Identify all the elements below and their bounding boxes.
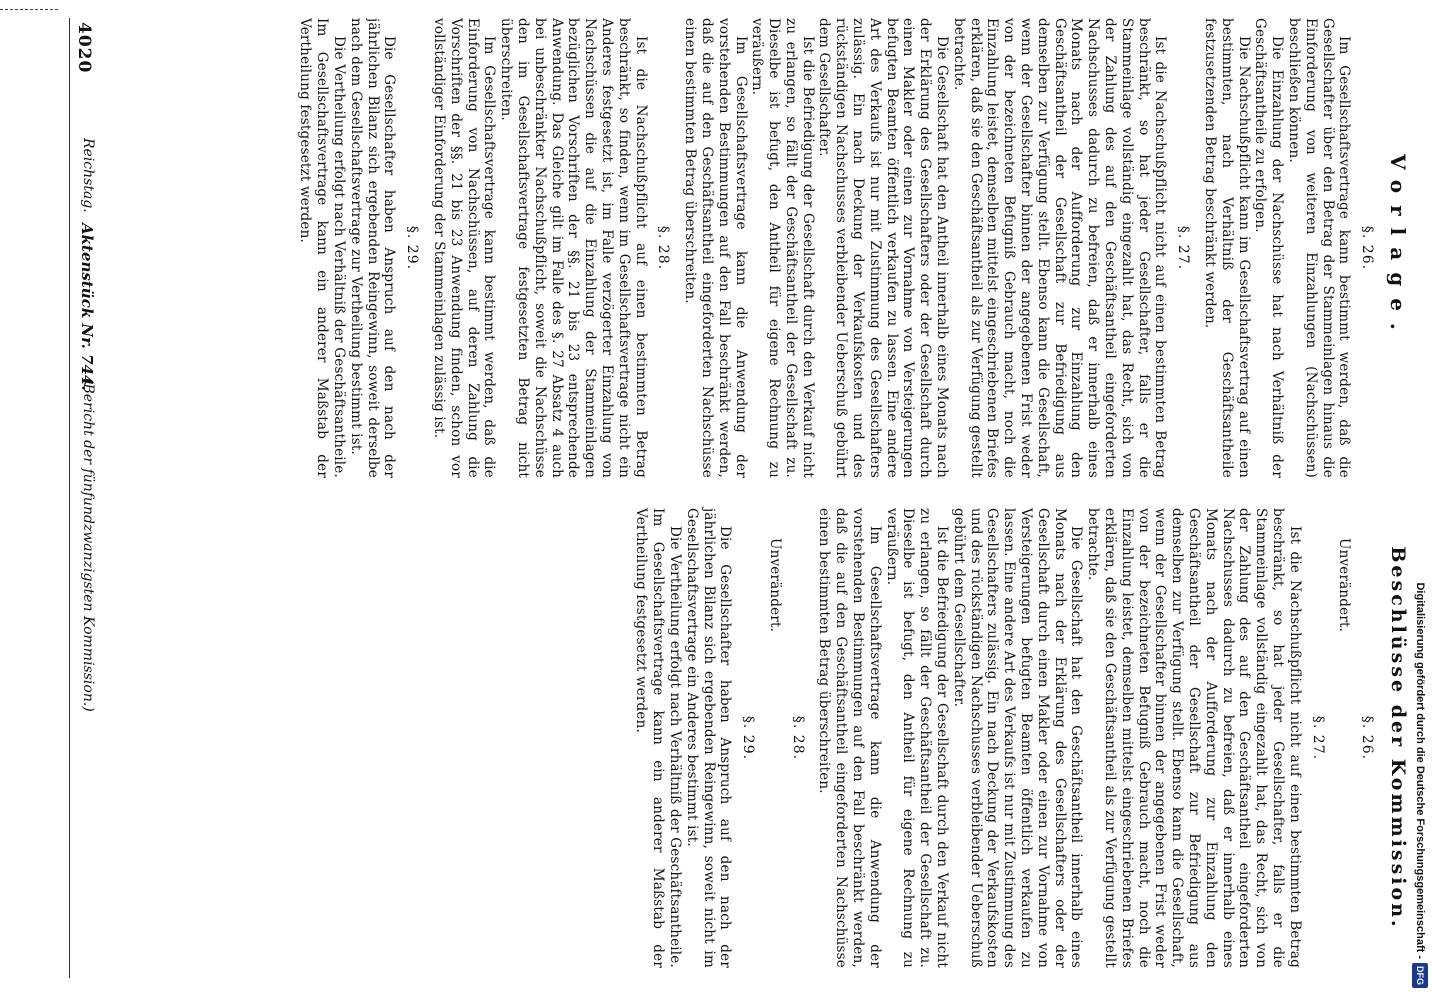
header-aktenstueck: Aktenstück Nr. 744. xyxy=(78,223,96,391)
section-heading-28: §. 28. xyxy=(789,715,806,761)
page-number: 4020 xyxy=(74,22,94,74)
paragraph: Im Gesellschaftsvertrage kann bestimmt werden, daß die Gesellschafter über den Betrag der Stammeinlagen hinaus die Einforderung von weiteren Einzahlungen (Nachschüssen) beschließen können. xyxy=(1286,18,1353,478)
section-heading-29: §. 29. xyxy=(740,715,757,761)
paragraph: Die Gesellschaft hat den Geschäftsantheil innerhalb eines Monats nach der Erklärung des Gesellschafters oder der Gesellschaft durch einen Makler oder einen zur Vornahme von Versteigerungen befugten Beamten öffentlich verkaufen zu lassen. Eine andere Art des Verkaufs ist nur mit Zustimmung des Gesellschafters zulässig. Ein nach Deckung der Verkaufskosten und des rückständigen Nachschusses verbleibender Ueberschuß gebührt dem Gesellschafter. xyxy=(950,508,1085,968)
unveraendert-note: Unverändert. xyxy=(766,538,783,633)
page-header xyxy=(42,18,132,978)
paragraph: Die Nachschußpflicht kann im Gesellschaftsvertrag auf einen bestimmten, nach Verhältniß der Geschäftsantheile festzusetzenden Betrag beschränkt werden. xyxy=(1202,18,1252,478)
paragraph: Ist die Nachschußpflicht auf einen bestimmten Betrag beschränkt, so finden, wenn im Gesellschaftsvertrage nicht ein Anderes festgesetzt ist, im Falle verzögerter Einzahlung von Nachschüssen die auf die Einzahlung der Stammeinlagen bezüglichen Vorschriften der §§. 21 bis 23 entsprechende Anwendung. Das Gleiche gilt im Falle des §. 27 Absatz 4 auch bei unbeschränkter Nachschußpflicht, soweit die Nachschüsse den im Gesellschaftsvertrage festgesetzten Betrag nicht überschreiten. xyxy=(498,18,649,478)
watermark-caption: Digitalisierung gefördert durch die Deutsche Forschungsgemeinschaft - xyxy=(1414,582,1426,959)
paragraph: Ist die Befriedigung der Gesellschaft durch den Verkauf nicht zu erlangen, so fällt der Geschäftsantheil der Gesellschaft zu. Dieselbe ist befugt, den Antheil für eigene Rechnung zu veräußern. xyxy=(749,18,816,478)
paragraph: Die Einzahlung der Nachschüsse hat nach Verhältniß der Geschäftsantheile zu erfolgen. xyxy=(1252,18,1286,478)
paragraph: Im Gesellschaftsvertrage kann die Anwendung der vorstehenden Bestimmungen auf den Fall beschränkt werden, daß die auf den Geschäftsantheil eingeforderten Nachschüsse einen bestimmten Betrag überschreiten. xyxy=(682,18,749,478)
section-heading-26: §. 26. xyxy=(1359,715,1376,761)
paragraph: Ist die Nachschußpflicht nicht auf einen bestimmten Betrag beschränkt, so hat jeder Gesellschafter, falls er die Stammeinlage vollständig eingezahlt hat, das Recht, sich von der Zahlung des auf den Geschäftsantheil eingeforderten Nachschusses dadurch zu befreien, daß er innerhalb eines Monats nach der Aufforderung zur Einzahlung den Geschäftsantheil der Gesellschaft zur Befriedigung aus demselben zur Verfügung stellt. Ebenso kann die Gesellschaft, wenn der Gesellschafter binnen der angegebenen Frist weder von der bezeichneten Befugniß Gebrauch macht, noch die Einzahlung leistet, demselben mittelst eingeschriebenen Briefes erklären, daß sie den Geschäftsantheil als zur Verfügung gestellt betrachte. xyxy=(1085,508,1303,968)
paragraph: Die Gesellschaft hat den Antheil innerhalb eines Monats nach der Erklärung des Gesellschafters oder der Gesellschaft durch einen Makler oder einen zur Vornahme von Versteigerungen befugten Beamten öffentlich verkaufen zu lassen. Eine andere Art des Verkaufs ist nur mit Zustimmung des Gesellschafters zulässig. Ein nach Deckung der Verkaufskosten und des rückständigen Nachschusses verbleibender Ueberschuß gebührt dem Gesellschafter. xyxy=(816,18,951,478)
dfg-watermark xyxy=(1398,8,1428,998)
rotated-page xyxy=(26,18,1416,978)
unveraendert-note: Unverändert. xyxy=(1336,538,1353,633)
section-heading-27: §. 27. xyxy=(1309,715,1326,761)
section-heading-28: §. 28. xyxy=(655,225,672,271)
column-vorlage xyxy=(146,18,1416,478)
dfg-watermark-text xyxy=(1398,8,1428,988)
section-heading-29: §. 29. xyxy=(404,225,421,271)
paragraph: Die Vertheilung erfolgt nach Verhältniß der Geschäftsantheile. Im Gesellschaftsvertrage kann ein anderer Maßstab der Vertheilung festgesetzt werden. xyxy=(297,18,347,478)
column-title-vorlage: Vorlage. xyxy=(1386,154,1410,342)
section-heading-26: §. 26. xyxy=(1359,225,1376,271)
paragraph: Im Gesellschaftsvertrage kann bestimmt werden, daß die Einforderung von Nachschüssen, auf deren Zahlung die Vorschriften der §§. 21 bis 23 Anwendung finden, schon vor vollständiger Einforderung der Stammeinlagen zulässig ist. xyxy=(430,18,498,478)
paragraph: Ist die Befriedigung der Gesellschaft durch den Verkauf nicht zu erlangen, so fällt der Geschäftsantheil der Gesellschaft zu. Dieselbe ist befugt, den Antheil für eigene Rechnung zu veräußern. xyxy=(883,508,951,968)
section-heading-27: §. 27. xyxy=(1175,225,1192,271)
paragraph: Die Gesellschafter haben Anspruch auf den nach der jährlichen Bilanz sich ergebenden Reingewinn, soweit nicht im Gesellschaftsvertrage ein Anderes bestimmt ist. xyxy=(683,508,734,968)
column-title-beschluesse: Beschlüsse der Kommission. xyxy=(1387,546,1409,930)
column-beschluesse xyxy=(146,508,1416,968)
paragraph: Die Gesellschafter haben Anspruch auf den nach der jährlichen Bilanz sich ergebenden Reingewinn, soweit derselbe nach dem Gesellschaftsvertrage zur Vertheilung bestimmt ist. xyxy=(347,18,398,478)
header-reichstag: Reichstag. xyxy=(80,138,96,213)
header-bericht: (Bericht der fünfundzwanzigsten Kommission.) xyxy=(80,378,96,712)
paragraph: Ist die Nachschußpflicht nicht auf einen bestimmten Betrag beschränkt, so hat jeder Gesellschafter, falls er die Stammeinlage vollständig eingezahlt hat, das Recht, sich von der Zahlung des auf den Geschäftsantheil eingeforderten Nachschusses dadurch zu befreien, daß er innerhalb eines Monats nach der Aufforderung zur Einzahlung den Geschäftsantheil der Gesellschaft zur Befriedigung aus demselben zur Verfügung stellt. Ebenso kann die Gesellschaft, wenn der Gesellschafter binnen der angegebenen Frist weder von der bezeichneten Befugniß Gebrauch macht, noch die Einzahlung leistet, demselben mittelst eingeschriebenen Briefes erklären, daß sie den Geschäftsantheil als zur Verfügung gestellt betrachte. xyxy=(950,18,1169,478)
scan-edge-mark xyxy=(0,8,60,11)
dfg-logo: DFG xyxy=(1412,963,1428,988)
paragraph: Im Gesellschaftsvertrage kann die Anwendung der vorstehenden Bestimmungen auf den Fall beschränkt werden, daß die auf den Geschäftsantheil eingeforderten Nachschüsse einen bestimmten Betrag überschreiten. xyxy=(816,508,883,968)
paragraph: Die Vertheilung erfolgt nach Verhältniß der Geschäftsantheile. Im Gesellschaftsvertrage kann ein anderer Maßstab der Vertheilung festgesetzt werden. xyxy=(633,508,683,968)
header-rule xyxy=(69,18,70,978)
